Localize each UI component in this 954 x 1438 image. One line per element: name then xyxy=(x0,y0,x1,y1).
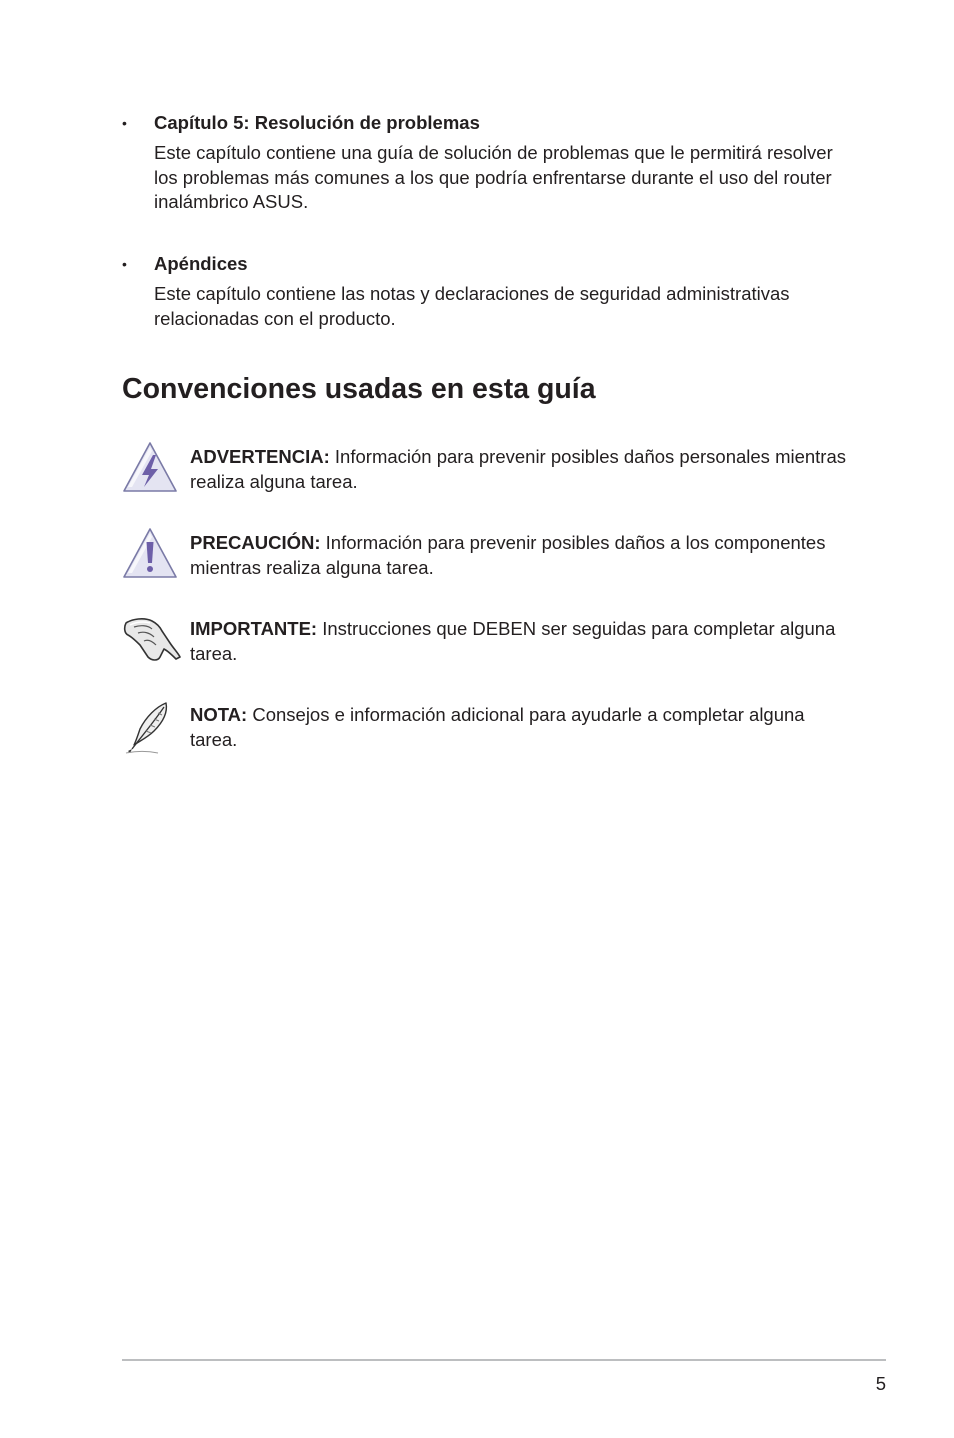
convention-label: IMPORTANTE: xyxy=(190,618,318,639)
important-hand-icon xyxy=(122,613,182,671)
chapter-description: Este capítulo contiene una guía de solución de problemas que le permitirá resolver los problemas más comunes a los que podría enfrentarse durante el uso del router inalámbrico ASUS. xyxy=(154,142,833,212)
page-number: 5 xyxy=(875,1373,886,1394)
convention-note xyxy=(122,703,852,763)
convention-warning xyxy=(122,445,852,505)
caution-exclamation-icon xyxy=(122,527,182,585)
convention-label: PRECAUCIÓN: xyxy=(190,532,321,553)
bullet-marker: • xyxy=(122,115,127,131)
chapter-title: Apéndices xyxy=(154,253,248,274)
chapter-title: Capítulo 5: Resolución de problemas xyxy=(154,112,480,133)
convention-description: Información para prevenir posibles daños a los componentes mientras realiza alguna tarea. xyxy=(190,532,826,578)
convention-text xyxy=(190,703,850,752)
convention-text xyxy=(190,617,850,666)
convention-caution xyxy=(122,531,852,591)
note-feather-icon xyxy=(122,699,182,757)
footer-divider xyxy=(122,1359,886,1361)
section-title: Convenciones usadas en esta guía xyxy=(122,373,596,405)
convention-description: Consejos e información adicional para ayudarle a completar alguna tarea. xyxy=(190,704,805,750)
convention-label: NOTA: xyxy=(190,704,248,725)
convention-description: Información para prevenir posibles daños personales mientras realiza alguna tarea. xyxy=(190,446,847,492)
warning-lightning-icon xyxy=(122,441,182,499)
convention-description: Instrucciones que DEBEN ser seguidas para completar alguna tarea. xyxy=(190,618,836,664)
convention-text xyxy=(190,445,850,494)
convention-important xyxy=(122,617,852,677)
chapter-description: Este capítulo contiene las notas y declaraciones de seguridad administrativas relacionadas con el producto. xyxy=(154,283,790,329)
convention-text xyxy=(190,531,850,580)
bullet-marker: • xyxy=(122,256,127,272)
convention-label: ADVERTENCIA: xyxy=(190,446,330,467)
